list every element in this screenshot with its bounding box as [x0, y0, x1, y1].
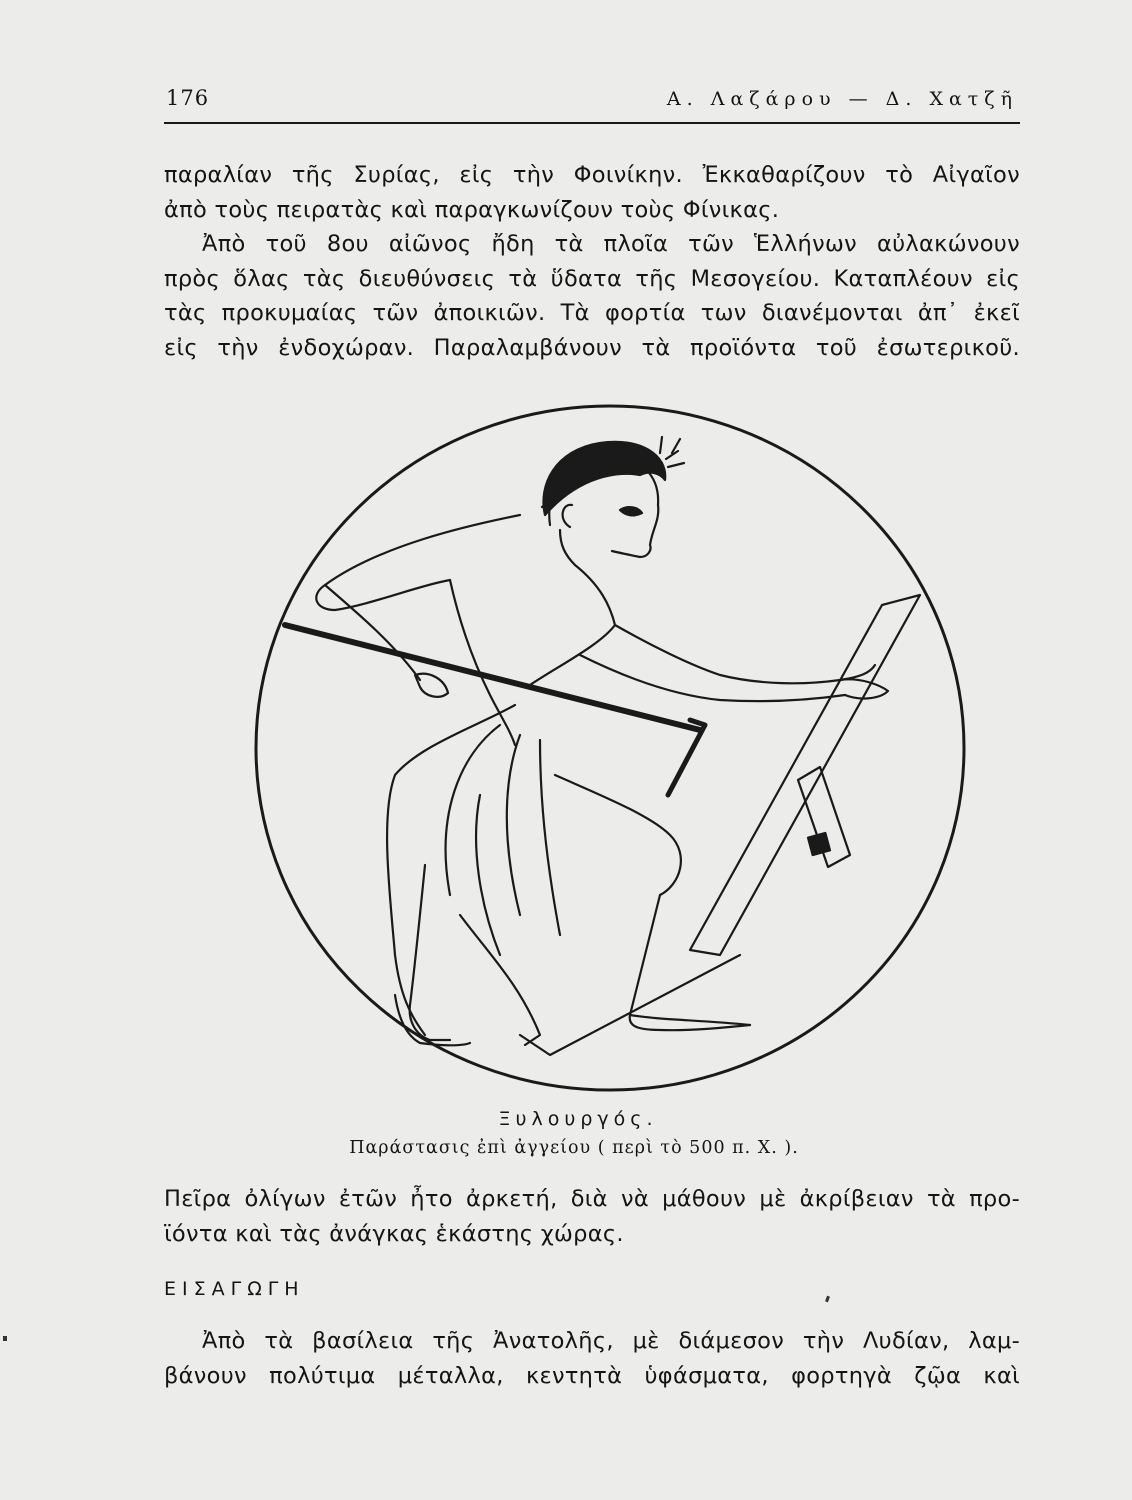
drapery-hem	[460, 915, 540, 1045]
running-head	[164, 84, 1020, 124]
text-line: πρὸς ὅλας τὰς διευθύνσεις τὰ ὕδατα τῆς Μεσογείου. Καταπλέουν εἰς	[164, 265, 1020, 292]
section-heading: ΕΙΣΑΓΩΓΗ	[164, 1278, 305, 1300]
plank-base	[520, 955, 740, 1055]
right-arm	[615, 625, 875, 683]
left-hand	[415, 674, 448, 697]
hair	[543, 442, 665, 515]
figure-caption-subtitle: Παράστασις ἐπὶ ἀγγείου ( περὶ τὸ 500 π. Χ. ).	[349, 1138, 799, 1158]
header-rule	[164, 122, 1020, 124]
text-line: τὰς προκυμαίας τῶν ἀποικιῶν. Τὰ φορτία των διανέμονται ἀπ᾽ ἐκεῖ	[164, 300, 1020, 326]
drapery-folds	[446, 725, 560, 955]
tool-handle	[285, 625, 700, 730]
text-line: Πεῖρα ὀλίγων ἐτῶν ἦτο ἀρκετή, διὰ νὰ μάθουν μὲ ἀκρίβειαν τὰ προ-	[164, 1186, 1020, 1212]
text-line: εἰς τὴν ἐνδοχώραν. Παραλαμβάνουν τὰ προϊόντα τοῦ ἐσωτερικοῦ.	[164, 334, 1020, 361]
tool-head	[668, 720, 705, 795]
right-arm-lower	[580, 655, 845, 701]
eye	[620, 507, 642, 515]
text-line: βάνουν πολύτιμα μέταλλα, κεντητὰ ὑφάσματα, φορτηγὰ ζῷα καὶ	[164, 1362, 1020, 1389]
right-foot	[630, 1015, 750, 1025]
paragraph-top	[164, 158, 1020, 365]
text-line: Ἀπὸ τὰ βασίλεια τῆς Ἀνατολῆς, μὲ διάμεσον τὴν Λυδίαν, λαμ-	[202, 1328, 1020, 1354]
text-line: Ἀπὸ τοῦ 8ου αἰῶνος ἤδη τὰ πλοῖα τῶν Ἑλλήνων αὐλακώνουν	[202, 231, 1020, 257]
figure-caption-title: Ξυλουργός.	[498, 1108, 658, 1130]
text-line: παραλίαν τῆς Συρίας, εἰς τὴν Φοινίκην. Ἐκκαθαρίζουν τὸ Αἰγαῖον	[164, 162, 1020, 188]
back	[316, 515, 520, 610]
vase-tondo-outline	[256, 406, 964, 1090]
right-shin	[630, 895, 750, 1030]
stray-ink-mark	[3, 1336, 7, 1341]
neck	[560, 530, 575, 565]
chest	[530, 565, 615, 685]
plank-notch	[808, 833, 830, 855]
page-number: 176	[166, 86, 210, 110]
text-line: ἀπὸ τοὺς πειρατὰς καὶ παραγκωνίζουν τοὺς Φίνικας.	[164, 196, 780, 223]
paragraph-middle	[164, 1182, 1020, 1251]
left-leg	[410, 865, 450, 1040]
running-title: Α. Λαζάρου — Δ. Χατζῆ	[666, 88, 1018, 110]
carpenter-illustration	[220, 395, 980, 1100]
stray-ink-mark	[825, 1296, 830, 1303]
right-thigh	[555, 775, 681, 895]
upper-arm-left	[325, 585, 420, 680]
text-line: ϊόντα καὶ τὰς ἀνάγκας ἑκάστης χώρας.	[164, 1220, 624, 1247]
drapery-outer	[387, 705, 515, 1035]
paragraph-bottom	[164, 1324, 1020, 1393]
ear	[563, 505, 572, 527]
